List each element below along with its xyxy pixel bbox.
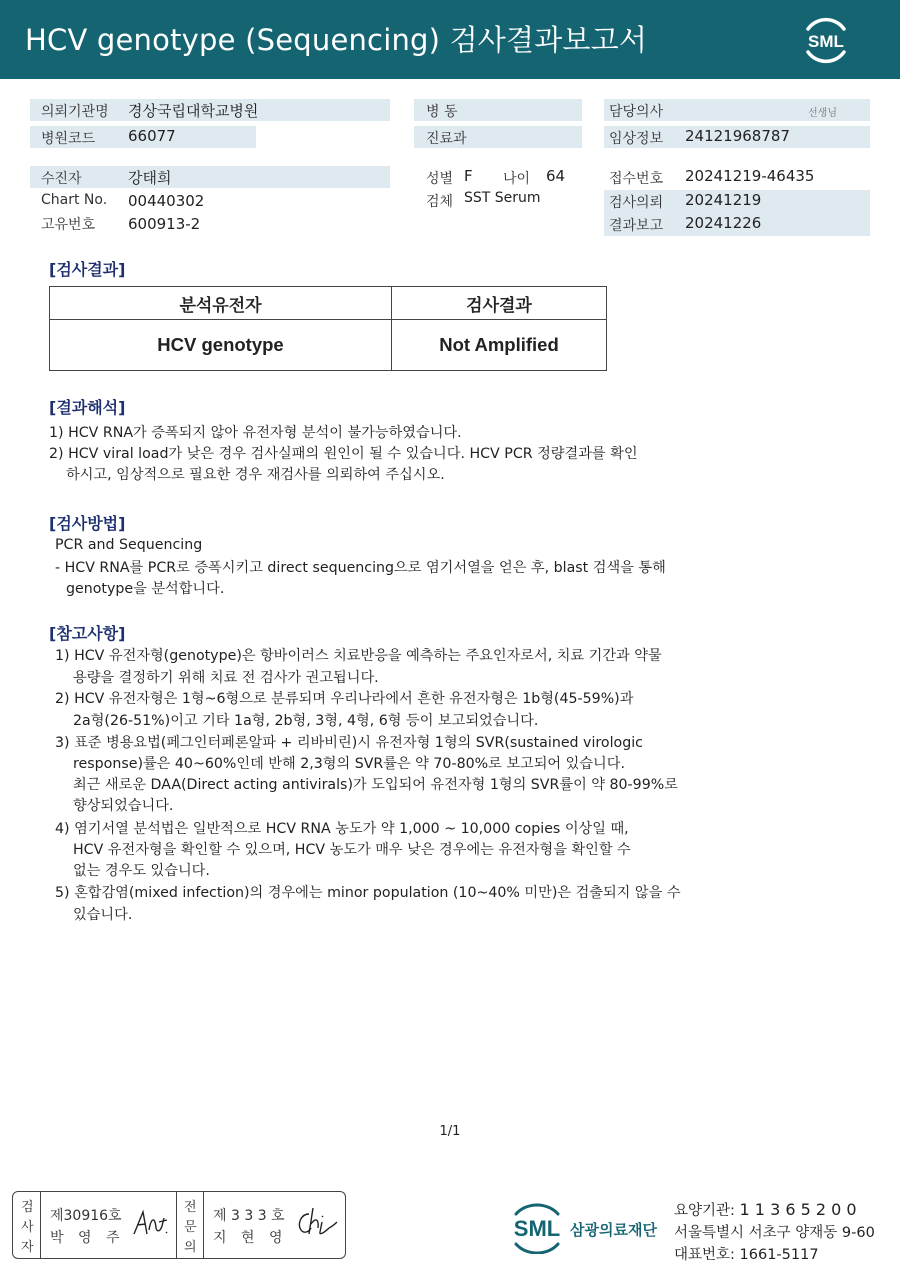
notes-line: 2a형(26-51%)이고 기타 1a형, 2b형, 3형, 4형, 6형 등이 보고되었습니다.: [73, 713, 539, 729]
method-line: - HCV RNA를 PCR로 증폭시키고 direct sequencing으로 염기서열을 얻은 후, blast 검색을 통해: [55, 560, 666, 576]
notes-line: response)률은 40~60%인데 반해 2,3형의 SVR률은 약 70-80%로 보고되어 있습니다.: [73, 756, 625, 772]
specialist-signature: [295, 1206, 339, 1238]
signature-box: [12, 1191, 346, 1259]
sex-label: 성별: [426, 171, 454, 187]
doctor-suffix: 선생님: [808, 108, 837, 119]
result-heading: [검사결과]: [49, 260, 126, 279]
result-cell: Not Amplified: [392, 320, 607, 371]
examiner-label-char: 자: [21, 1240, 34, 1255]
notes-line: 향상되었습니다.: [73, 798, 174, 814]
receipt-no-value: 20241219-46435: [685, 167, 815, 185]
examiner-license-no: 제30916호: [50, 1208, 122, 1224]
specimen-value: SST Serum: [464, 190, 541, 206]
method-line: genotype을 분석합니다.: [66, 581, 225, 597]
info-bar: [30, 166, 390, 188]
gene-cell: HCV genotype: [50, 320, 392, 371]
report-header: [0, 0, 900, 79]
notes-line: 용량을 결정하기 위해 치료 전 검사가 권고됩니다.: [73, 670, 379, 686]
notes-line: 있습니다.: [73, 907, 133, 923]
specialist-license-no: 제 3 3 3 호: [213, 1208, 285, 1224]
institution-code-value: 1 1 3 6 5 2 0 0: [739, 1200, 857, 1219]
specialist-name: 지 현 영: [213, 1230, 288, 1246]
doctor-label: 담당의사: [609, 104, 664, 120]
result-column-header: 검사결과: [392, 287, 607, 320]
examiner-name: 박 영 주: [50, 1230, 125, 1246]
interpretation-line: 1) HCV RNA가 증폭되지 않아 유전자형 분석이 불가능하였습니다.: [49, 425, 462, 441]
notes-line: HCV 유전자형을 확인할 수 있으며, HCV 농도가 매우 낮은 경우에는 유전자형을 확인할 수: [73, 842, 631, 858]
result-table: [49, 286, 607, 371]
notes-line: 없는 경우도 있습니다.: [73, 863, 210, 879]
chart-no-value: 00440302: [128, 192, 205, 210]
interpretation-line: 2) HCV viral load가 낮은 경우 검사실패의 원인이 될 수 있습니다. HCV PCR 정량결과를 확인: [49, 446, 638, 462]
requested-date-value: 20241219: [685, 191, 762, 209]
institution-label: 의뢰기관명: [41, 104, 109, 120]
org-name: 삼광의료재단: [570, 1221, 657, 1239]
notes-line: 최근 새로운 DAA(Direct acting antivirals)가 도입되어 유전자형 1형의 SVR률이 약 80-99%로: [73, 777, 678, 793]
reported-date-label: 결과보고: [609, 218, 664, 234]
age-label: 나이: [503, 171, 531, 187]
unique-id-label: 고유번호: [41, 217, 96, 233]
gene-column-header: 분석유전자: [50, 287, 392, 320]
specialist-label-char: 문: [184, 1220, 197, 1235]
specialist-label-char: 전: [184, 1200, 197, 1215]
hospital-code-value: 66077: [128, 127, 176, 145]
notes-line: 2) HCV 유전자형은 1형~6형으로 분류되며 우리나라에서 흔한 유전자형은 1b형(45-59%)과: [55, 691, 634, 707]
clinical-info-value: 24121968787: [685, 127, 790, 145]
method-heading: [검사방법]: [49, 514, 126, 533]
age-value: 64: [546, 167, 566, 185]
svg-text:SML: SML: [808, 32, 844, 51]
ward-label: 병 동: [426, 104, 458, 120]
specialist-label-char: 의: [184, 1240, 197, 1255]
sml-logo: [800, 14, 852, 66]
interpretation-heading: [결과해석]: [49, 398, 126, 417]
sex-value: F: [464, 167, 473, 185]
reported-date-value: 20241226: [685, 214, 762, 232]
phone-label: 대표번호:: [674, 1247, 740, 1263]
chart-no-label: Chart No.: [41, 192, 108, 208]
institution-code-label: 요양기관:: [674, 1203, 740, 1219]
receipt-no-label: 접수번호: [609, 171, 664, 187]
institution-code-line: [674, 1199, 857, 1220]
requested-date-label: 검사의뢰: [609, 195, 664, 211]
phone-line: [674, 1243, 819, 1264]
notes-line: 5) 혼합감염(mixed infection)의 경우에는 minor population (10~40% 미만)은 검출되지 않을 수: [55, 885, 681, 901]
institution-value: 경상국립대학교병원: [128, 102, 259, 120]
report-title: HCV genotype (Sequencing) 검사결과보고서: [25, 23, 648, 57]
page-number: 1/1: [439, 1124, 461, 1139]
hospital-code-label: 병원코드: [41, 131, 96, 147]
notes-heading: [참고사항]: [49, 624, 126, 643]
notes-line: 3) 표준 병용요법(페그인터페론알파 + 리바비린)시 유전자형 1형의 SVR(sustained virologic: [55, 735, 643, 751]
notes-line: 1) HCV 유전자형(genotype)은 항바이러스 치료반응을 예측하는 주요인자로서, 치료 기간과 약물: [55, 648, 662, 664]
patient-value: 강태희: [128, 169, 172, 187]
notes-line: 4) 염기서열 분석법은 일반적으로 HCV RNA 농도가 약 1,000 ~ 10,000 copies 이상일 때,: [55, 821, 629, 837]
examiner-label-char: 사: [21, 1220, 34, 1235]
examiner-signature: [131, 1208, 171, 1238]
clinical-info-label: 임상정보: [609, 131, 664, 147]
patient-label: 수진자: [41, 171, 82, 187]
svg-text:SML: SML: [513, 1216, 561, 1241]
phone-value: 1661-5117: [739, 1247, 819, 1263]
method-line: PCR and Sequencing: [55, 537, 203, 553]
interpretation-line: 하시고, 임상적으로 필요한 경우 재검사를 의뢰하여 주십시오.: [66, 467, 445, 483]
org-address: 서울특별시 서초구 양재동 9-60: [674, 1225, 875, 1241]
specimen-label: 검체: [426, 194, 454, 210]
sml-footer-logo: [508, 1202, 566, 1254]
dept-label: 진료과: [426, 131, 467, 147]
unique-id-value: 600913-2: [128, 215, 201, 233]
examiner-label-char: 검: [21, 1200, 34, 1215]
